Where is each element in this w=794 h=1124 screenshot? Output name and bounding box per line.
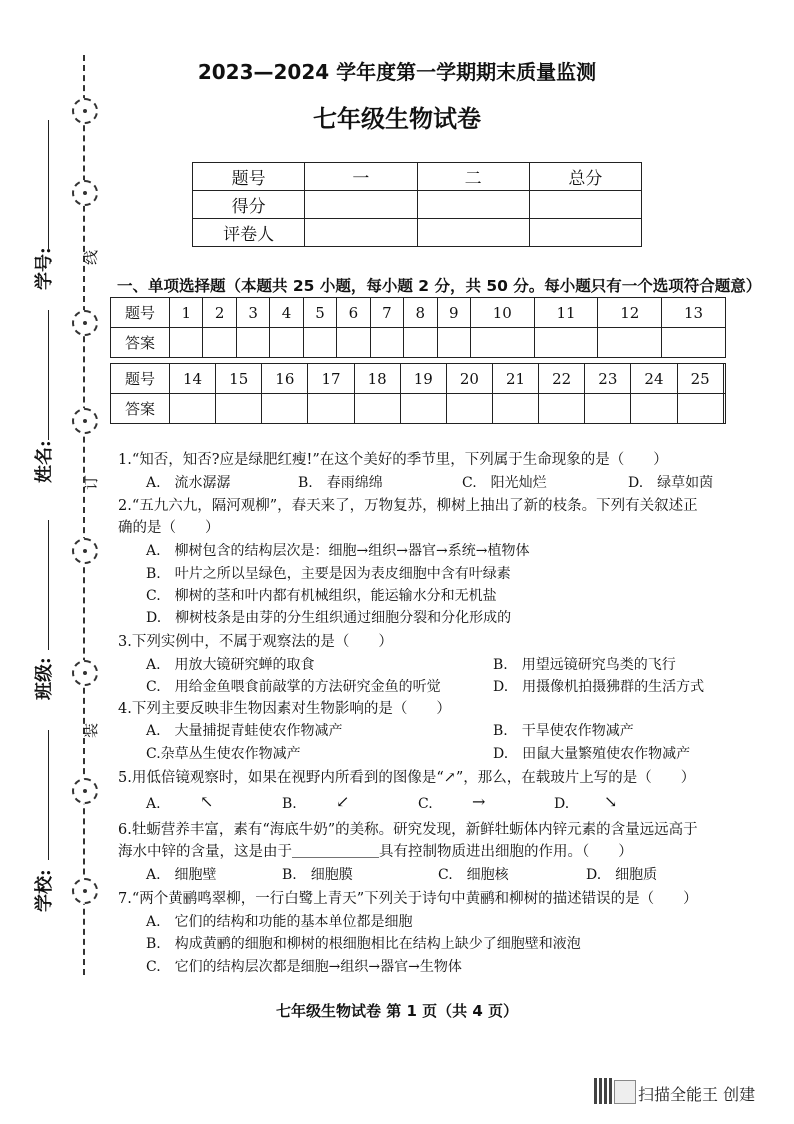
answer-cell[interactable] — [354, 394, 400, 424]
answer-cell[interactable] — [677, 394, 723, 424]
class-line — [48, 520, 49, 650]
question-1-option-a: A. 流水潺潺 — [146, 475, 231, 491]
answer-cell[interactable] — [437, 328, 470, 358]
question-5-option-d-arrow-icon: ↘ — [604, 792, 618, 811]
score-cell — [305, 191, 417, 219]
question-3-option-c: C. 用给金鱼喂食前敲掌的方法研究金鱼的听觉 — [146, 679, 441, 695]
question-3-stem: 3.下列实例中，不属于观察法的是（ ） — [118, 634, 393, 650]
answer-cell[interactable] — [539, 394, 585, 424]
question-1-stem: 1.“知否，知否?应是绿肥红瘦!”在这个美好的季节里，下列属于生命现象的是（ ） — [118, 452, 668, 468]
question-4-option-a: A. 大量捕捉青蛙使农作物减产 — [146, 723, 343, 739]
answer-cell[interactable] — [303, 328, 336, 358]
answer-table-label: 答案 — [111, 394, 170, 424]
answer-cell[interactable] — [370, 328, 403, 358]
scanner-watermark: 扫描全能王 创建 — [638, 1085, 756, 1104]
question-number-cell: 21 — [492, 364, 538, 394]
student-id-line — [48, 120, 49, 250]
question-number-cell: 17 — [308, 364, 354, 394]
answer-cell[interactable] — [170, 394, 216, 424]
question-2-option-a: A. 柳树包含的结构层次是：细胞→组织→器官→系统→植物体 — [146, 543, 530, 559]
question-number-cell: 20 — [446, 364, 492, 394]
question-7-stem: 7.“两个黄鹂鸣翠柳，一行白鹭上青天”下列关于诗句中黄鹂和柳树的描述错误的是（ ） — [118, 891, 698, 907]
question-6-option-d: D. 细胞质 — [586, 867, 658, 883]
question-number-cell: 25 — [677, 364, 723, 394]
answer-cell[interactable] — [216, 394, 262, 424]
question-3-option-d: D. 用摄像机拍摄狒群的生活方式 — [493, 679, 705, 695]
question-1-option-b: B. 春雨绵绵 — [298, 475, 383, 491]
answer-table-2 — [110, 363, 726, 424]
name-label: 姓名: — [34, 440, 55, 483]
answer-cell[interactable] — [585, 394, 631, 424]
school-line — [48, 730, 49, 860]
score-cell — [417, 219, 529, 247]
question-number-cell: 13 — [662, 298, 726, 328]
question-5-option-c-arrow-icon: → — [472, 792, 486, 811]
question-5-option-a-arrow-icon: ↖ — [200, 792, 214, 811]
question-1-option-d: D. 绿草如茵 — [628, 475, 714, 491]
question-7-option-c: C. 它们的结构层次都是细胞→组织→器官→生物体 — [146, 959, 462, 975]
answer-cell[interactable] — [203, 328, 236, 358]
question-5-option-b: B. — [282, 796, 297, 812]
answer-cell[interactable] — [662, 328, 726, 358]
question-number-cell — [723, 364, 725, 394]
question-number-cell: 6 — [337, 298, 370, 328]
question-5-option-a: A. — [146, 796, 161, 812]
question-2-option-b: B. 叶片之所以呈绿色，主要是因为表皮细胞中含有叶绿素 — [146, 566, 511, 582]
binding-hole — [72, 778, 98, 804]
student-id-label: 学号: — [34, 247, 55, 290]
binding-hole — [72, 408, 98, 434]
score-header-cell: 题号 — [193, 163, 305, 191]
question-3-option-a: A. 用放大镜研究蝉的取食 — [146, 657, 315, 673]
score-cell — [529, 191, 641, 219]
page-footer: 七年级生物试卷 第 1 页（共 4 页） — [276, 1002, 518, 1020]
answer-cell[interactable] — [262, 394, 308, 424]
score-row-label: 评卷人 — [193, 219, 305, 247]
question-5-stem: 5.用低倍镜观察时，如果在视野内所看到的图像是“↗”，那么，在载玻片上写的是（ ） — [118, 770, 696, 786]
binding-hole — [72, 180, 98, 206]
answer-cell — [723, 394, 725, 424]
question-1-option-c: C. 阳光灿烂 — [462, 475, 547, 491]
answer-table-label: 题号 — [111, 298, 170, 328]
score-header-cell: 总分 — [529, 163, 641, 191]
score-cell — [529, 219, 641, 247]
question-number-cell: 11 — [534, 298, 598, 328]
score-cell — [417, 191, 529, 219]
score-row-label: 得分 — [193, 191, 305, 219]
answer-table-1 — [110, 297, 726, 358]
answer-cell[interactable] — [404, 328, 437, 358]
question-4-stem: 4.下列主要反映非生物因素对生物影响的是（ ） — [118, 701, 451, 717]
question-number-cell: 2 — [203, 298, 236, 328]
answer-cell[interactable] — [308, 394, 354, 424]
question-6-stem: 6.牡蛎营养丰富，素有“海底牛奶”的美称。研究发现，新鲜牡蛎体内锌元素的含量远远高于 — [118, 822, 698, 838]
question-number-cell: 9 — [437, 298, 470, 328]
question-number-cell: 14 — [170, 364, 216, 394]
answer-cell[interactable] — [631, 394, 677, 424]
answer-cell[interactable] — [400, 394, 446, 424]
score-cell — [305, 219, 417, 247]
binding-word-bind: 订 — [82, 474, 100, 490]
question-5-option-b-arrow-icon: ↙ — [336, 792, 350, 811]
score-table — [192, 162, 642, 247]
question-2-option-d: D. 柳树枝条是由芽的分生组织通过细胞分裂和分化形成的 — [146, 610, 512, 626]
question-2-stem: 2.“五九六九，隔河观柳”，春天来了，万物复苏，柳树上抽出了新的枝条。下列有关叙述正 — [118, 498, 698, 514]
score-header-cell: 一 — [305, 163, 417, 191]
binding-word-line: 线 — [82, 249, 100, 265]
scanner-logo-icon — [614, 1080, 636, 1104]
question-number-cell: 19 — [400, 364, 446, 394]
question-number-cell: 22 — [539, 364, 585, 394]
question-number-cell: 18 — [354, 364, 400, 394]
binding-hole — [72, 878, 98, 904]
question-4-option-b: B. 干旱使农作物减产 — [493, 723, 634, 739]
answer-cell[interactable] — [270, 328, 303, 358]
question-number-cell: 8 — [404, 298, 437, 328]
question-7-option-b: B. 构成黄鹂的细胞和柳树的根细胞相比在结构上缺少了细胞壁和液泡 — [146, 936, 581, 952]
question-number-cell: 15 — [216, 364, 262, 394]
question-number-cell: 24 — [631, 364, 677, 394]
binding-hole — [72, 538, 98, 564]
answer-cell[interactable] — [170, 328, 203, 358]
question-3-option-b: B. 用望远镜研究鸟类的飞行 — [493, 657, 676, 673]
answer-cell[interactable] — [492, 394, 538, 424]
binding-hole — [72, 660, 98, 686]
answer-table-label: 答案 — [111, 328, 170, 358]
scanner-qr-icon — [594, 1078, 612, 1104]
class-label: 班级: — [34, 657, 55, 700]
score-header-cell: 二 — [417, 163, 529, 191]
school-label: 学校: — [34, 869, 55, 912]
question-7-option-a: A. 它们的结构和功能的基本单位都是细胞 — [146, 914, 413, 930]
answer-cell[interactable] — [470, 328, 534, 358]
question-number-cell: 3 — [236, 298, 269, 328]
answer-cell[interactable] — [534, 328, 598, 358]
question-5-option-d: D. — [554, 796, 570, 812]
question-number-cell: 7 — [370, 298, 403, 328]
question-5-option-c: C. — [418, 796, 433, 812]
question-6-option-b: B. 细胞膜 — [282, 867, 353, 883]
question-number-cell: 16 — [262, 364, 308, 394]
question-number-cell: 10 — [470, 298, 534, 328]
question-number-cell: 4 — [270, 298, 303, 328]
exam-subtitle: 七年级生物试卷 — [313, 105, 481, 133]
exam-title: 2023—2024 学年度第一学期期末质量监测 — [197, 60, 597, 84]
answer-cell[interactable] — [236, 328, 269, 358]
answer-cell[interactable] — [446, 394, 492, 424]
answer-cell[interactable] — [337, 328, 370, 358]
section-heading: 一、单项选择题（本题共 25 小题，每小题 2 分，共 50 分。每小题只有一个选项符合题意） — [117, 277, 762, 295]
question-6-option-a: A. 细胞壁 — [146, 867, 217, 883]
name-line — [48, 310, 49, 440]
question-6-stem-continued: 海水中锌的含量，这是由于＿＿＿＿＿＿具有控制物质进出细胞的作用。（ ） — [118, 844, 633, 860]
question-number-cell: 23 — [585, 364, 631, 394]
question-2-option-c: C. 柳树的茎和叶内都有机械组织，能运输水分和无机盐 — [146, 588, 497, 604]
question-4-option-c: C.杂草丛生使农作物减产 — [146, 746, 301, 762]
question-4-option-d: D. 田鼠大量繁殖使农作物减产 — [493, 746, 691, 762]
question-number-cell: 12 — [598, 298, 662, 328]
question-number-cell: 1 — [170, 298, 203, 328]
question-number-cell: 5 — [303, 298, 336, 328]
question-6-option-c: C. 细胞核 — [438, 867, 509, 883]
answer-table-label: 题号 — [111, 364, 170, 394]
binding-word-seal: 装 — [82, 722, 100, 738]
binding-hole — [72, 310, 98, 336]
question-2-stem-continued: 确的是（ ） — [118, 520, 220, 536]
answer-cell[interactable] — [598, 328, 662, 358]
